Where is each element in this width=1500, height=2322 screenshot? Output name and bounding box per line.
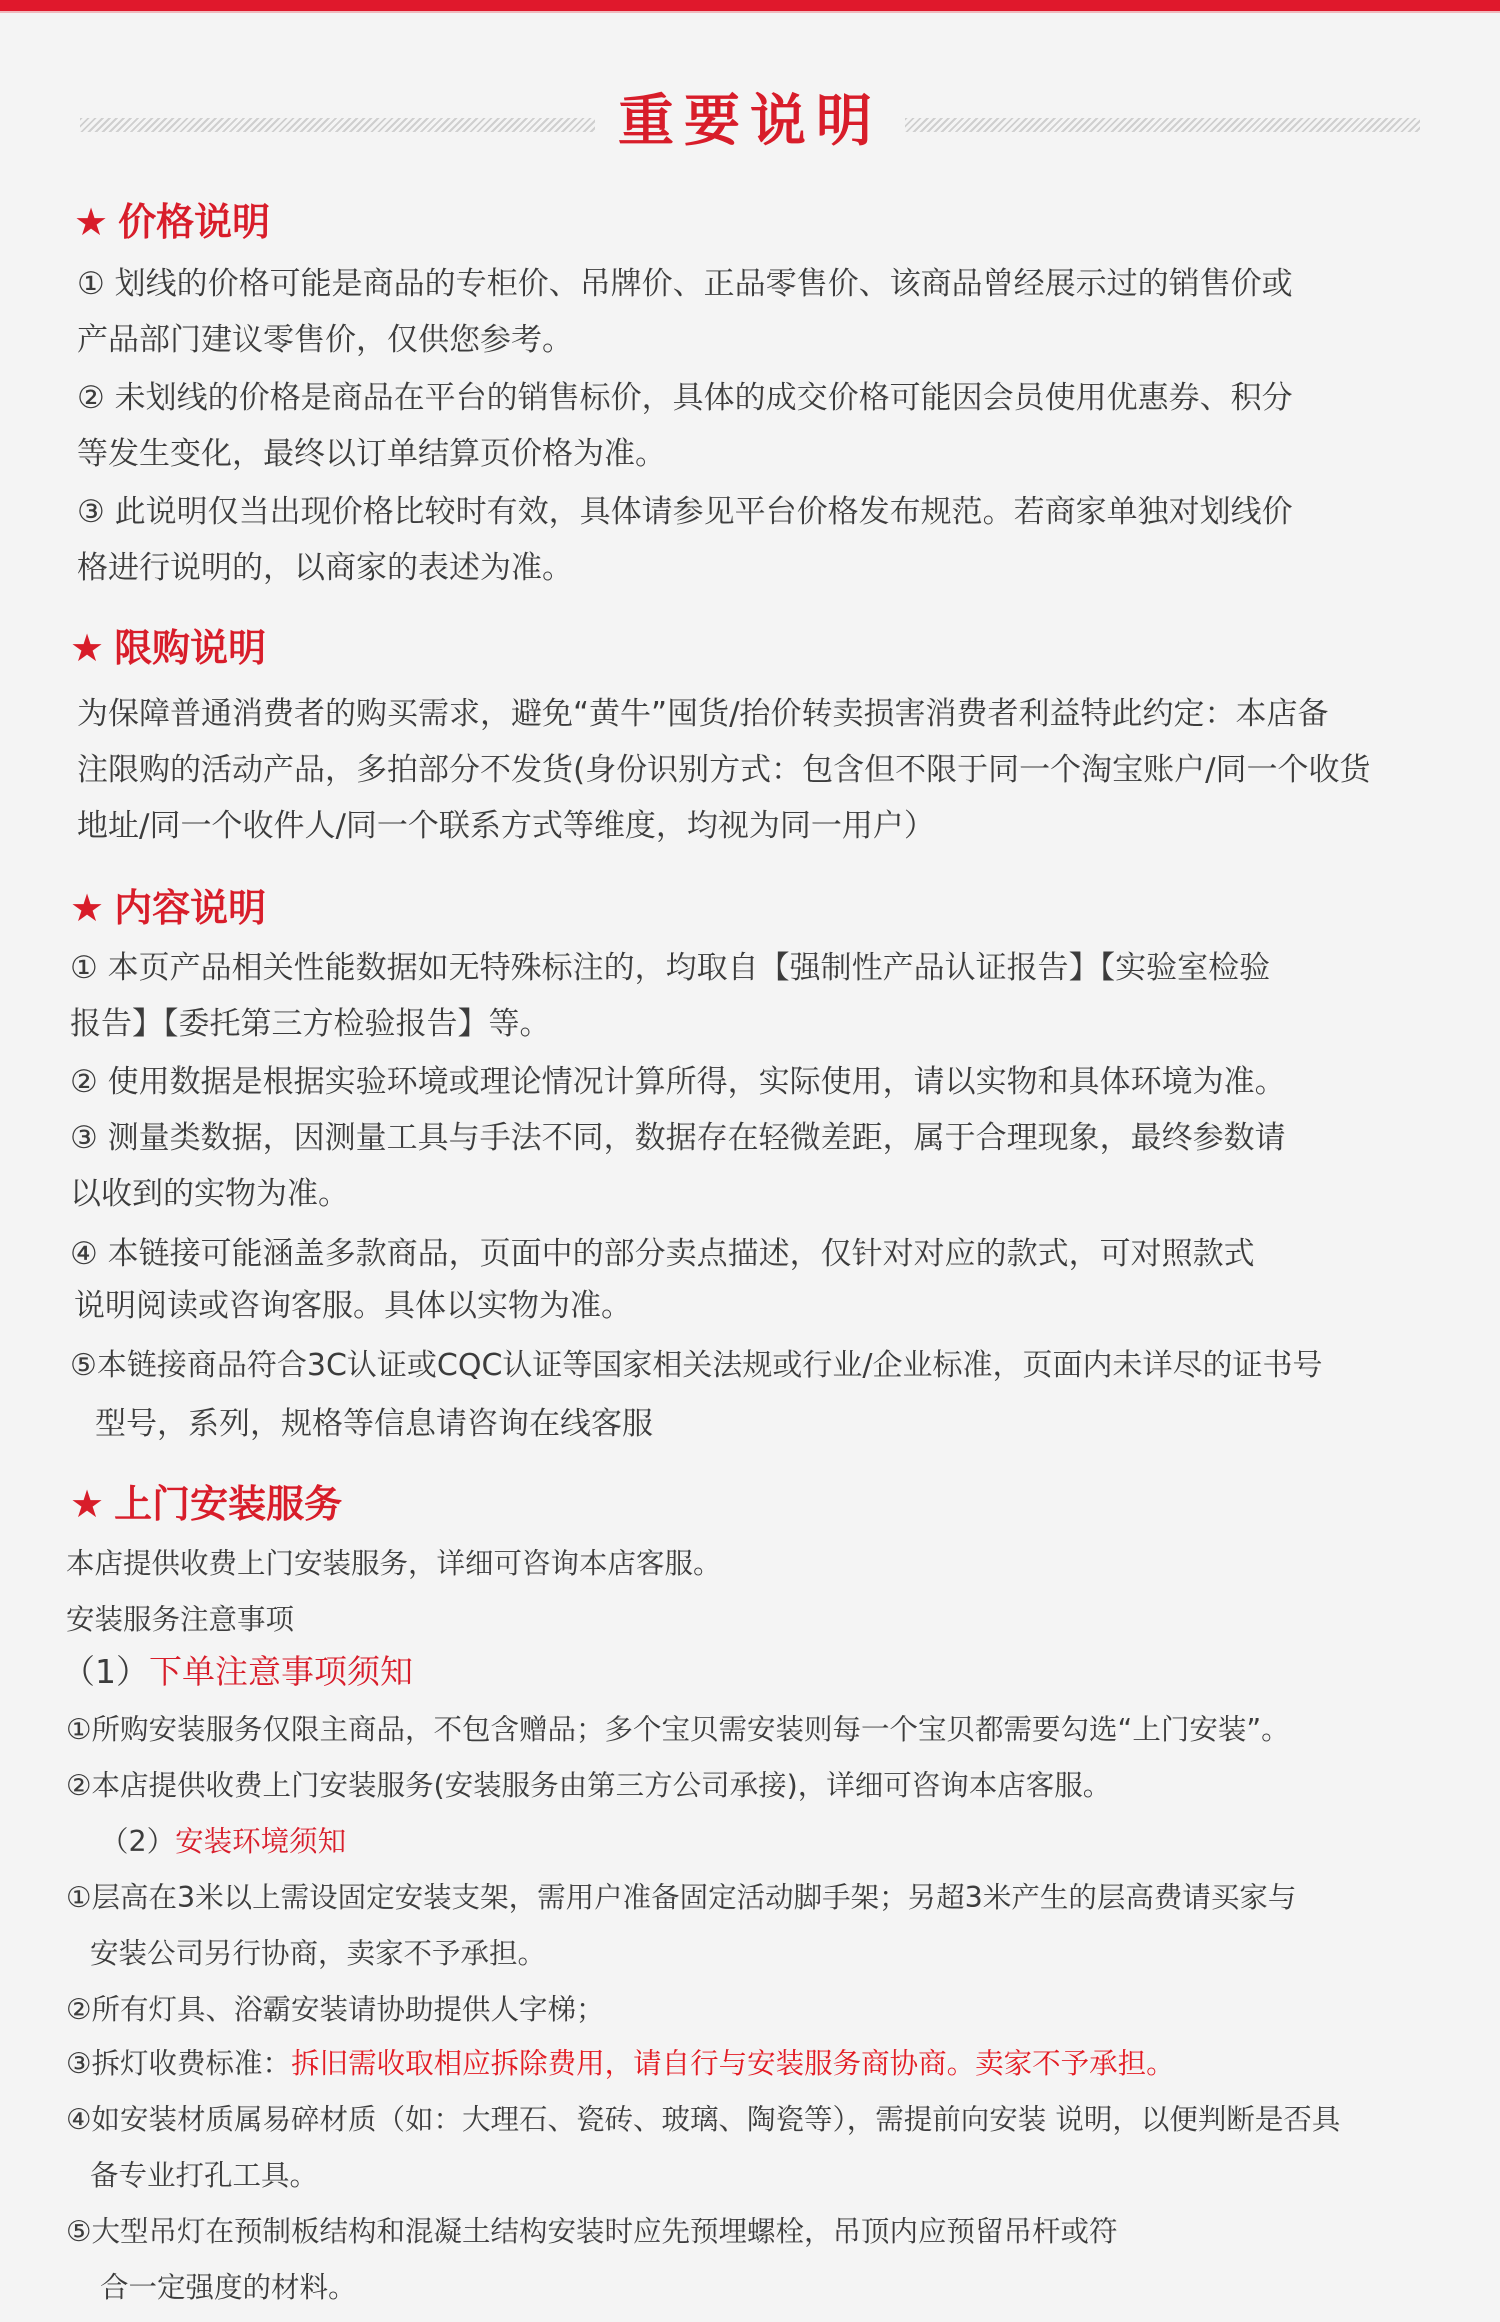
star-icon: ★ xyxy=(70,886,105,930)
section-title-price xyxy=(74,194,270,250)
install-sub1-number: （1） xyxy=(62,1652,149,1691)
page-title: 重要说明 xyxy=(618,89,882,154)
install-sub2-line: ⑤大型吊灯在预制板结构和混凝土结构安装时应先预埋螺栓，吊顶内应预留吊杆或符 xyxy=(66,2215,1118,2248)
section-title-install-text: 上门安装服务 xyxy=(114,1482,343,1526)
install-fee-label: ③拆灯收费标准： xyxy=(66,2047,292,2080)
content-line: ① 本页产品相关性能数据如无特殊标注的，均取自【强制性产品认证报告】【实验室检验 xyxy=(70,950,1271,986)
install-sub1-heading xyxy=(62,1650,413,1694)
price-line: 等发生变化，最终以订单结算页价格为准。 xyxy=(77,436,666,472)
star-icon: ★ xyxy=(70,626,105,670)
content-line: 型号，系列，规格等信息请咨询在线客服 xyxy=(95,1406,653,1442)
section-title-price-text: 价格说明 xyxy=(118,200,271,244)
install-sub2-title: 安装环境须知 xyxy=(175,1825,347,1858)
install-sub2-heading xyxy=(100,1820,346,1864)
install-sub2-line: 备专业打孔工具。 xyxy=(90,2159,319,2192)
content-line: 报告】【委托第三方检验报告】等。 xyxy=(70,1006,551,1042)
star-icon: ★ xyxy=(70,1482,105,1526)
price-line: 产品部门建议零售价，仅供您参考。 xyxy=(77,322,573,358)
price-line: ② 未划线的价格是商品在平台的销售标价，具体的成交价格可能因会员使用优惠券、积分 xyxy=(77,380,1293,416)
install-sub2-line: ②所有灯具、浴霸安装请协助提供人字梯； xyxy=(66,1993,605,2026)
title-row xyxy=(0,82,1500,162)
title-divider-right xyxy=(905,118,1420,132)
section-title-limit-text: 限购说明 xyxy=(114,626,267,670)
price-line: ① 划线的价格可能是商品的专柜价、吊牌价、正品零售价、该商品曾经展示过的销售价或 xyxy=(77,266,1293,302)
content-line: ③ 测量类数据，因测量工具与手法不同，数据存在轻微差距，属于合理现象，最终参数请 xyxy=(70,1120,1286,1156)
content-line: ④ 本链接可能涵盖多款商品，页面中的部分卖点描述，仅针对对应的款式，可对照款式 xyxy=(70,1236,1255,1272)
title-divider-left xyxy=(80,118,595,132)
top-accent-bar xyxy=(0,0,1500,11)
install-sub2-line: 合一定强度的材料。 xyxy=(100,2271,357,2304)
install-sub1-line: ①所购安装服务仅限主商品，不包含赠品；多个宝贝需安装则每一个宝贝都需要勾选“上门安装”。 xyxy=(66,1713,1290,1746)
content-line: ⑤本链接商品符合3C认证或CQC认证等国家相关法规或行业/企业标准，页面内未详尽的证书号 xyxy=(70,1348,1323,1383)
limit-line: 地址/同一个收件人/同一个联系方式等维度，均视为同一用户） xyxy=(77,808,935,844)
content-line: 以收到的实物为准。 xyxy=(70,1176,349,1212)
limit-line: 为保障普通消费者的购买需求，避免“黄牛”囤货/抬价转卖损害消费者利益特此约定：本店备 xyxy=(77,696,1329,732)
section-title-limit xyxy=(70,620,266,676)
price-line: 格进行说明的，以商家的表述为准。 xyxy=(77,550,573,586)
install-intro: 本店提供收费上门安装服务，详细可咨询本店客服。 xyxy=(66,1547,722,1580)
install-sub1-title: 下单注意事项须知 xyxy=(149,1652,413,1691)
install-fee-line xyxy=(66,2042,1175,2086)
content-line: ② 使用数据是根据实验环境或理论情况计算所得，实际使用，请以实物和具体环境为准。 xyxy=(70,1064,1286,1100)
install-sub2-line: ④如安装材质属易碎材质（如：大理石、瓷砖、玻璃、陶瓷等），需提前向安装 说明，以便判断是否具 xyxy=(66,2103,1341,2136)
section-title-content xyxy=(70,880,266,936)
install-sub2-line: 安装公司另行协商，卖家不予承担。 xyxy=(90,1937,547,1970)
top-accent-line xyxy=(0,11,1500,13)
install-sub2-line: ①层高在3米以上需设固定安装支架，需用户准备固定活动脚手架；另超3米产生的层高费请买家与 xyxy=(66,1881,1297,1914)
install-fee-highlight: 拆旧需收取相应拆除费用，请自行与安装服务商协商。卖家不予承担。 xyxy=(291,2047,1175,2080)
limit-line: 注限购的活动产品，多拍部分不发货(身份识别方式：包含但不限于同一个淘宝账户/同一个收货 xyxy=(77,752,1371,788)
content-line: 说明阅读或咨询客服。具体以实物为准。 xyxy=(74,1288,632,1324)
section-title-content-text: 内容说明 xyxy=(114,886,267,930)
install-sub2-number: （2） xyxy=(100,1825,176,1858)
install-sub1-line: ②本店提供收费上门安装服务(安装服务由第三方公司承接)，详细可咨询本店客服。 xyxy=(66,1769,1112,1802)
section-title-install xyxy=(70,1476,342,1532)
install-notice-title: 安装服务注意事项 xyxy=(66,1603,295,1636)
star-icon: ★ xyxy=(74,200,109,244)
price-line: ③ 此说明仅当出现价格比较时有效，具体请参见平台价格发布规范。若商家单独对划线价 xyxy=(77,494,1293,530)
